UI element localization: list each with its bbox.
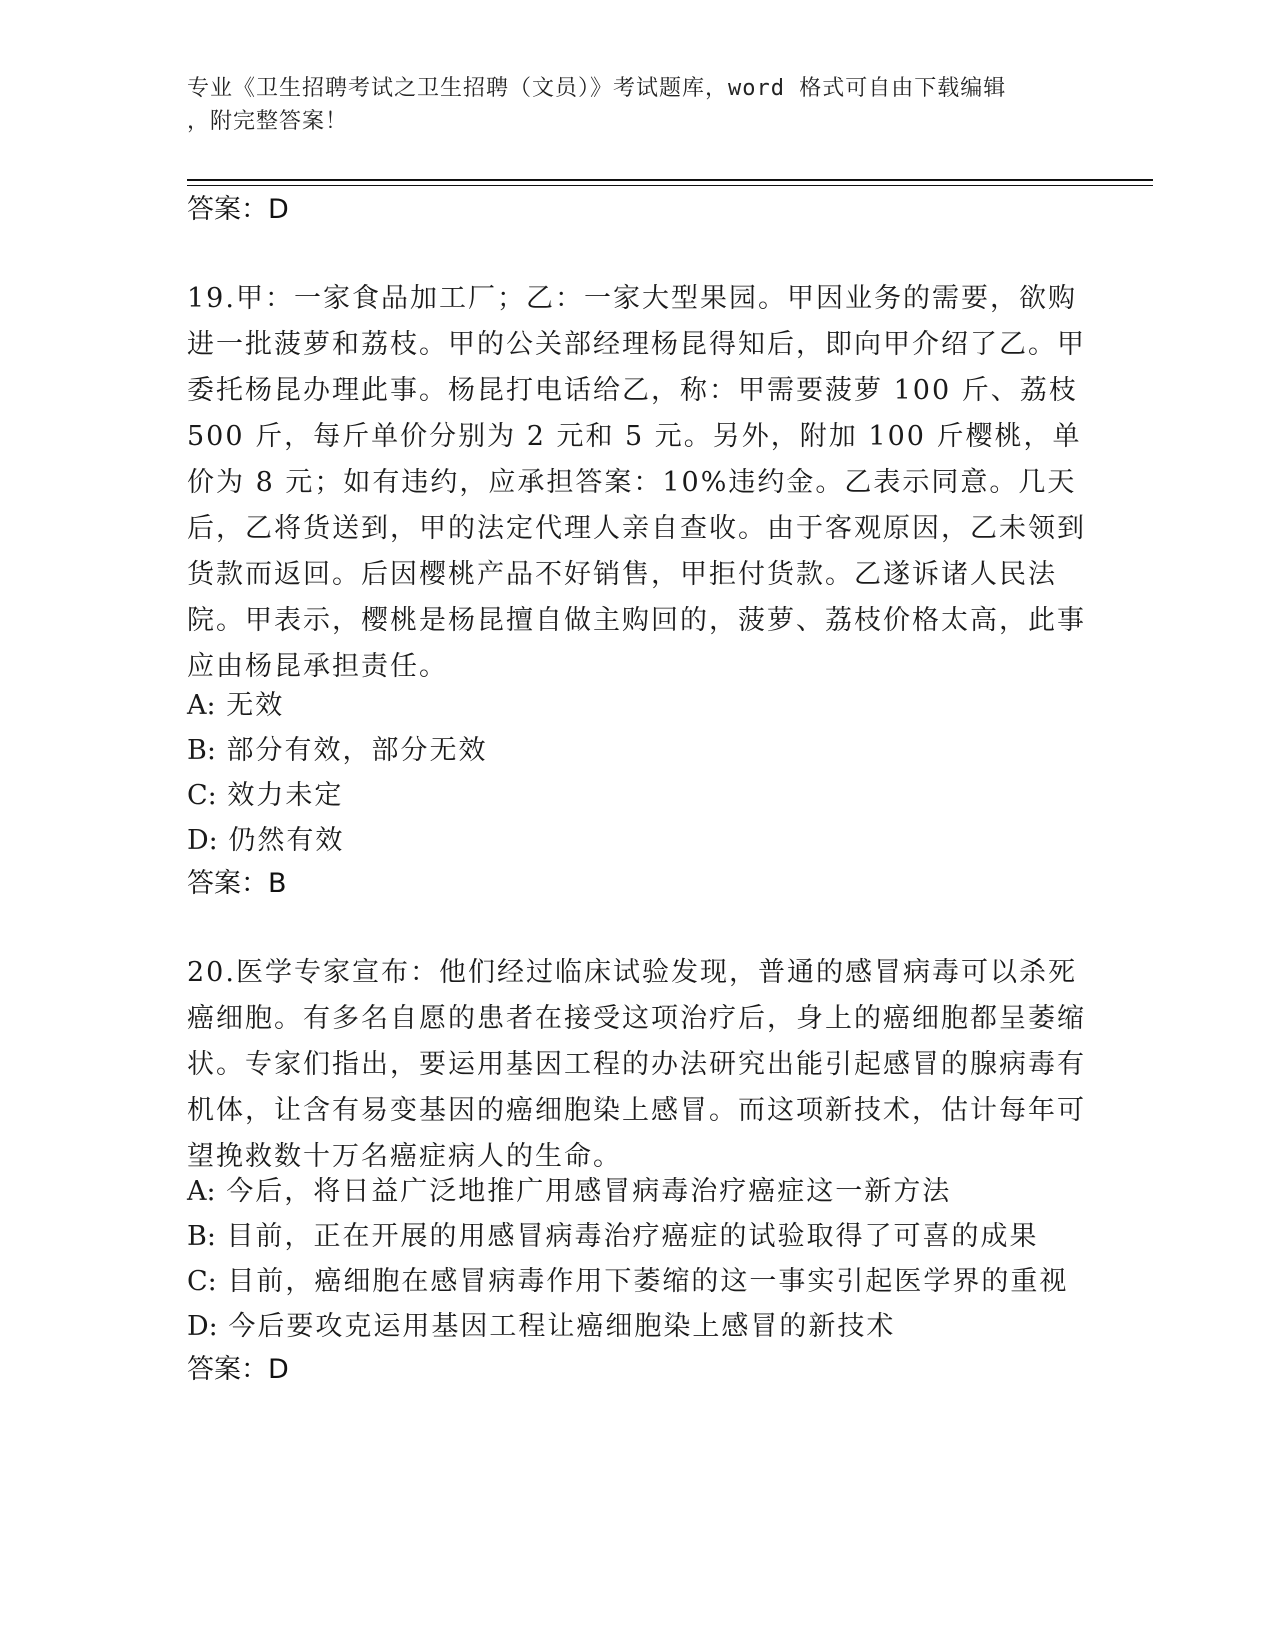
option-key: C: — [187, 1266, 217, 1297]
option-b — [187, 728, 1087, 773]
option-key: A: — [187, 690, 216, 721]
option-c — [187, 1259, 1087, 1304]
header-line-1: 专业《卫生招聘考试之卫生招聘（文员）》考试题库，word 格式可自由下载编辑 — [187, 76, 1007, 101]
option-d — [187, 1304, 1087, 1349]
question-19-answer: 答案：B — [187, 868, 287, 899]
option-key: C: — [187, 780, 217, 811]
option-a — [187, 683, 1087, 728]
question-19-text: 19.甲：一家食品加工厂；乙：一家大型果园。甲因业务的需要，欲购进一批菠萝和荔枝。甲的公关部经理杨昆得知后，即向甲介绍了乙。甲委托杨昆办理此事。杨昆打电话给乙，称：甲需要菠萝 100 斤、荔枝 500 斤，每斤单价分别为 2 元和 5 元。另外，附加 100 斤樱桃，单价为 8 元；如有违约，应承担答案：10%违约金。乙表示同意。几天后，乙将货送到，甲的法定代理人亲自查收。由于客观原因，乙未领到货款而返回。后因樱桃产品不好销售，甲拒付货款。乙遂诉诸人民法院。甲表示，樱桃是杨昆擅自做主购回的，菠萝、荔枝价格太高，此事应由杨昆承担责任。 — [187, 283, 1086, 682]
option-text: 今后，将日益广泛地推广用感冒病毒治疗癌症这一新方法 — [226, 1176, 952, 1207]
option-text: 效力未定 — [227, 780, 344, 811]
option-a — [187, 1169, 1087, 1214]
option-key: B: — [187, 735, 216, 766]
question-20-options — [187, 1169, 1087, 1349]
option-key: D: — [187, 1311, 218, 1342]
document-header — [187, 72, 1067, 138]
question-20-answer: 答案：D — [187, 1354, 289, 1385]
option-text: 无效 — [226, 690, 285, 721]
option-c — [187, 773, 1087, 818]
option-b — [187, 1214, 1087, 1259]
question-19-options — [187, 683, 1087, 863]
option-key: D: — [187, 825, 218, 856]
option-text: 目前，癌细胞在感冒病毒作用下萎缩的这一事实引起医学界的重视 — [227, 1266, 1069, 1297]
option-text: 部分有效，部分无效 — [226, 735, 488, 766]
question-20-text: 20.医学专家宣布：他们经过临床试验发现，普通的感冒病毒可以杀死癌细胞。有多名自愿的患者在接受这项治疗后，身上的癌细胞都呈萎缩状。专家们指出，要运用基因工程的办法研究出能引起感冒的腺病毒有机体，让含有易变基因的癌细胞染上感冒。而这项新技术，估计每年可望挽救数十万名癌症病人的生命。 — [187, 957, 1086, 1172]
option-text: 今后要攻克运用基因工程让癌细胞染上感冒的新技术 — [228, 1311, 896, 1342]
header-rule-thin — [187, 185, 1153, 186]
header-line-2: ，附完整答案！ — [187, 109, 349, 134]
header-rule-thick — [187, 179, 1153, 181]
option-key: A: — [187, 1176, 216, 1207]
option-text: 仍然有效 — [228, 825, 345, 856]
option-d — [187, 818, 1087, 863]
option-key: B: — [187, 1221, 216, 1252]
previous-answer: 答案：D — [187, 194, 289, 225]
option-text: 目前，正在开展的用感冒病毒治疗癌症的试验取得了可喜的成果 — [226, 1221, 1039, 1252]
